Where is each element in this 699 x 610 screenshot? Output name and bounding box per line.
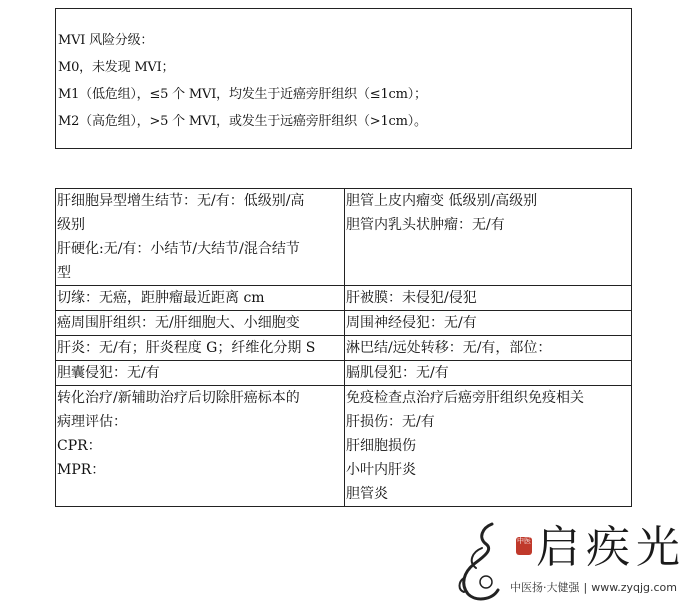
watermark-name: 启疾光 [536, 522, 686, 573]
pathology-report-table [55, 188, 632, 507]
cell-margin: 切缘：无癌，距肿瘤最近距离 cm [56, 286, 345, 311]
watermark-url: www.zyqjg.com [591, 581, 677, 594]
table-row [56, 311, 632, 336]
table-row [56, 361, 632, 386]
table-row [56, 336, 632, 361]
mvi-m2: M2（高危组），>5 个 MVI，或发生于远癌旁肝组织（>1cm）。 [58, 114, 427, 129]
cell-perineural-invasion: 周围神经侵犯：无/有 [345, 311, 632, 336]
brush-logo-icon [452, 518, 514, 604]
mvi-title: MVI 风险分级： [58, 33, 154, 48]
watermark-slogan: 中医扬·大健强 [510, 581, 580, 594]
watermark-subline: 中医扬·大健强 | www.zyqjg.com [510, 581, 677, 594]
table-row [56, 189, 632, 286]
table-row [56, 386, 632, 507]
mvi-grading-box [55, 8, 632, 149]
cell-capsule: 肝被膜：未侵犯/侵犯 [345, 286, 632, 311]
mvi-m0: M0，未发现 MVI； [58, 60, 175, 75]
table-row [56, 286, 632, 311]
cell-dysplastic-nodule-cirrhosis: 肝细胞异型增生结节：无/有：低级别/高 级别 肝硬化:无/有：小结节/大结节/混合结节 型 [56, 189, 345, 286]
cell-peritumoral-liver: 癌周围肝组织：无/肝细胞大、小细胞变 [56, 311, 345, 336]
cell-gallbladder-invasion: 胆囊侵犯：无/有 [56, 361, 345, 386]
cell-metastasis: 淋巴结/远处转移：无/有，部位： [345, 336, 632, 361]
cell-biliary-neoplasia: 胆管上皮内瘤变 低级别/高级别 胆管内乳头状肿瘤：无/有 [345, 189, 632, 286]
cell-immune-related-injury: 免疫检查点治疗后癌旁肝组织免疫相关 肝损伤：无/有 肝细胞损伤 小叶内肝炎 胆管炎 [345, 386, 632, 507]
cell-diaphragm-invasion: 膈肌侵犯：无/有 [345, 361, 632, 386]
mvi-m1: M1（低危组），≤5 个 MVI，均发生于近癌旁肝组织（≤1cm）； [58, 87, 427, 102]
cell-post-treatment-evaluation: 转化治疗/新辅助治疗后切除肝癌标本的 病理评估： CPR： MPR： [56, 386, 345, 507]
cell-hepatitis: 肝炎：无/有；肝炎程度 G；纤维化分期 S [56, 336, 345, 361]
seal-stamp: 中医 [516, 537, 532, 555]
